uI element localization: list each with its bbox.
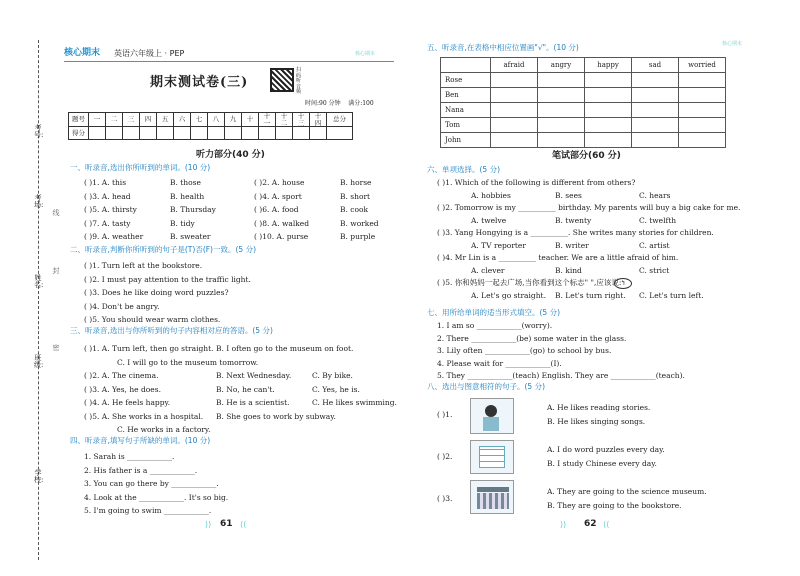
score-cell[interactable] [293,127,310,140]
side-label-school: 学校: [34,469,44,484]
side-label-exam-no: 考号: [34,124,44,139]
museum-picture [470,480,514,514]
s3-option: ( )4. A. He feels happy. [84,398,171,407]
s8-option-a: A. I do word puzzles every day. [547,445,665,454]
s8-option-b: B. He likes singing songs. [547,417,646,426]
s3-option: C. I will go to the museum tomorrow. [117,357,259,367]
s8-number: ( )3. [437,494,453,503]
s8-option-b: B. I study Chinese every day. [547,459,657,468]
s6-text: A. Let's go straight. [471,290,546,300]
s1-option: ( )8. A. walked [254,218,310,228]
s3-option: C. He likes swimming. [312,398,397,407]
mood-check-cell[interactable] [538,133,585,148]
score-cell[interactable] [225,127,242,140]
s3-option: C. He works in a factory. [117,425,211,434]
mood-header-cell: happy [585,58,632,73]
s6-text: ( )5. 你和妈妈一起去广场,当你看到这个标志" ",应该说: [437,278,622,287]
mood-check-cell[interactable] [632,88,679,103]
s6-text: C. artist [639,240,670,250]
s6-text: A. hobbies [471,190,511,200]
score-header-cell: 八 [208,113,225,127]
score-cell[interactable] [208,127,225,140]
side-mark-line: 线 [52,209,60,217]
s5-title: 五、听录音,在表格中相应位置画"√"。(10 分) [427,43,579,52]
s7-item: 5. They ____________(teach) English. They are ____________(teach). [437,371,685,380]
s4-item: 3. You can go there by ____________. [84,479,219,488]
s8-option-a: A. They are going to the science museum. [547,487,707,496]
page-title: 期末测试卷(三) [150,75,249,90]
side-label-room: 考场: [34,194,44,209]
mood-name-cell: John [441,133,491,148]
brand-logo: 核心期末 [64,48,101,58]
qr-code[interactable] [270,68,294,92]
score-cell[interactable] [106,127,123,140]
mood-check-cell[interactable] [679,118,726,133]
s6-text: B. twenty [555,215,592,225]
mood-check-cell[interactable] [538,118,585,133]
s3-option: ( )1. A. Turn left, then go straight. [84,344,214,353]
s2-item: ( )5. You should wear warm clothes. [84,315,221,324]
score-header-cell: 四 [140,113,157,127]
page-number-right: 62 [584,519,597,529]
s6-text: B. Let's turn right. [555,290,626,300]
score-header-cell: 十三 [293,113,310,127]
s1-option: B. health [170,191,205,201]
s3-option: C. Yes, he is. [312,384,360,394]
s6-text: A. TV reporter [471,240,526,250]
score-cell[interactable] [242,127,259,140]
s3-option: B. He is a scientist. [216,398,290,407]
s6-text: ( )3. Yang Hongying is a __________. She writes many stories for children. [437,228,714,237]
s7-item: 1. I am so ____________(worry). [437,321,553,330]
score-header-cell: 十四 [310,113,327,127]
s4-item: 4. Look at the ____________. It's so big. [84,492,229,502]
s1-option: B. cook [340,205,369,214]
s6-text: C. Let's turn left. [639,290,704,300]
score-header-cell: 五 [157,113,174,127]
header-divider [64,61,394,62]
page-deco-right-2: ⟨⟨ [603,520,610,529]
s8-number: ( )2. [437,452,453,461]
mood-name-cell: Tom [441,118,491,133]
s6-text: A. twelve [471,215,507,225]
score-cell[interactable] [89,127,106,140]
s1-option: ( )2. A. house [254,178,305,187]
written-title: 笔试部分(60 分) [552,151,621,161]
s6-title: 六、单项选择。(5 分) [427,165,501,174]
s8-option-b: B. They are going to the bookstore. [547,501,682,510]
s6-text: C. strict [639,265,670,275]
s3-option: ( )5. A. She works in a hospital. [84,411,204,421]
s1-option: ( )1. A. this [84,178,127,187]
s4-title: 四、听录音,填写句子所缺的单词。(10 分) [70,436,211,445]
s1-option: B. worked [340,218,379,228]
mood-check-cell[interactable] [632,118,679,133]
mood-header-cell: angry [538,58,585,73]
s1-title: 一、听录音,选出你所听到的单词。(10 分) [70,163,211,172]
s6-text: ( )4. Mr Lin is a __________ teacher. We are a little afraid of him. [437,253,679,262]
s1-option: B. short [340,191,371,201]
mood-check-cell[interactable] [632,103,679,118]
score-header-cell: 三 [123,113,140,127]
side-mark-seal: 封 [52,267,60,275]
mood-check-cell[interactable] [632,133,679,148]
s2-item: ( )3. Does he like doing word puzzles? [84,288,229,297]
s7-item: 2. There ____________(be) some water in the glass. [437,333,627,343]
mood-name-cell: Nana [441,103,491,118]
s4-item: 5. I'm going to swim ____________. [84,506,212,515]
score-cell[interactable] [327,127,353,140]
s3-title: 三、听录音,选出与你所听到的句子内容相对应的答语。(5 分) [70,326,273,335]
s6-text: A. clever [471,265,505,275]
s6-text: C. hears [639,190,671,200]
side-label-name: 姓名: [34,274,44,289]
listening-title: 听力部分(40 分) [196,150,265,160]
s1-option: ( )7. A. tasty [84,218,131,228]
mood-check-cell[interactable] [585,133,632,148]
score-header-cell: 九 [225,113,242,127]
mood-check-cell[interactable] [585,88,632,103]
mood-check-cell[interactable] [538,103,585,118]
score-table [68,112,353,140]
s3-option: B. No, he can't. [216,384,275,394]
score-header-cell: 十二 [276,113,293,127]
score-header-cell: 十 [242,113,259,127]
s1-option: ( )9. A. weather [84,232,144,241]
side-label-class: 班级: [34,354,44,369]
s1-option: B. sweater [170,232,211,241]
word-puzzle-picture [470,440,514,474]
mood-check-cell[interactable] [585,73,632,88]
s1-option: ( )10. A. purse [254,232,309,241]
s7-item: 4. Please wait for ____________(I). [437,358,562,368]
s4-item: 2. His father is a ____________. [84,465,198,475]
mood-check-cell[interactable] [679,73,726,88]
score-header-cell: 七 [191,113,208,127]
mood-check-cell[interactable] [679,133,726,148]
score-cell[interactable] [174,127,191,140]
s7-item: 3. Lily often ____________(go) to school by bus. [437,346,612,355]
s1-option: B. horse [340,178,372,187]
s8-title: 八、选出与图意相符的句子。(5 分) [427,382,546,391]
mood-header-cell: afraid [491,58,538,73]
score-header-cell: 一 [89,113,106,127]
s1-option: B. Thursday [170,205,216,214]
mood-check-cell[interactable] [632,73,679,88]
s1-option: ( )6. A. food [254,205,299,214]
header-tag-left: 核心期末 [355,51,376,57]
score-cell[interactable] [157,127,174,140]
s6-text: B. kind [555,265,582,275]
mood-check-cell[interactable] [585,118,632,133]
s3-option: B. I often go to the museum on foot. [216,344,354,353]
score-header-cell: 总分 [327,113,353,127]
s2-title: 二、听录音,判断你所听到的句子是(T)否(F)一致。(5 分) [70,245,256,254]
mood-name-cell: Ben [441,88,491,103]
s1-option: ( )4. A. sport [254,191,302,201]
s1-option: B. those [170,178,201,187]
mood-header-cell [441,58,491,73]
score-cell: 得分 [69,127,89,140]
score-header-cell: 十一 [259,113,276,127]
s1-option: B. purple [340,232,376,241]
s1-option: B. tidy [170,218,195,228]
mood-check-cell[interactable] [538,88,585,103]
mood-check-cell[interactable] [491,73,538,88]
s8-option-a: A. He likes reading stories. [547,403,651,412]
mood-check-cell[interactable] [679,88,726,103]
s2-item: ( )1. Turn left at the bookstore. [84,261,203,270]
s6-text: B. writer [555,240,589,250]
s3-option: ( )2. A. The cinema. [84,371,159,380]
mood-check-cell[interactable] [585,103,632,118]
s4-item: 1. Sarah is ____________. [84,452,175,461]
score-header-cell: 二 [106,113,123,127]
page-deco-left: ⟩⟩ [205,520,212,529]
score-cell[interactable] [259,127,276,140]
s3-option: C. By bike. [312,371,353,380]
mood-name-cell: Rose [441,73,491,88]
mood-check-cell[interactable] [679,103,726,118]
score-cell[interactable] [310,127,327,140]
score-cell[interactable] [191,127,208,140]
mood-check-cell[interactable] [491,88,538,103]
s2-item: ( )2. I must pay attention to the traffic light. [84,274,251,284]
score-header-cell: 六 [174,113,191,127]
s1-option: ( )3. A. head [84,191,131,201]
s6-text: C. twelfth [639,215,677,225]
s2-item: ( )4. Don't be angry. [84,301,160,311]
book-subtitle: 英语六年级上 · PEP [114,49,185,58]
page-number-left: 61 [220,519,233,529]
s3-option: B. She goes to work by subway. [216,411,336,421]
qr-caption: 扫码听音频 [296,67,302,95]
s1-option: ( )5. A. thirsty [84,205,137,214]
score-cell[interactable] [123,127,140,140]
page-deco-right: ⟩⟩ [560,520,567,529]
score-header-cell: 题号 [69,113,89,127]
page-deco-left-2: ⟨⟨ [240,520,247,529]
s3-option: B. Next Wednesday. [216,371,292,380]
mood-header-cell: sad [632,58,679,73]
s7-title: 七、用所给单词的适当形式填空。(5 分) [427,308,561,317]
score-cell[interactable] [276,127,293,140]
turn-left-sign-icon: ↰ [614,278,632,289]
s6-text: B. sees [555,190,582,200]
mood-check-cell[interactable] [491,103,538,118]
header-tag-right: 核心期末 [722,41,743,47]
mood-check-cell[interactable] [538,73,585,88]
s6-text: ( )2. Tomorrow is my __________ birthday. My parents will buy a big cake for me. [437,203,741,212]
score-cell[interactable] [140,127,157,140]
s6-text: ( )1. Which of the following is different from others? [437,178,636,187]
mood-table [440,57,726,148]
boy-singing-picture [470,398,514,434]
side-mark-secret: 密 [52,344,60,352]
mood-check-cell[interactable] [491,118,538,133]
s3-option: ( )3. A. Yes, he does. [84,384,161,394]
mood-header-cell: worried [679,58,726,73]
mood-check-cell[interactable] [491,133,538,148]
exam-time-info: 时间:90 分钟 满分:100 [305,100,374,107]
s8-number: ( )1. [437,410,453,419]
